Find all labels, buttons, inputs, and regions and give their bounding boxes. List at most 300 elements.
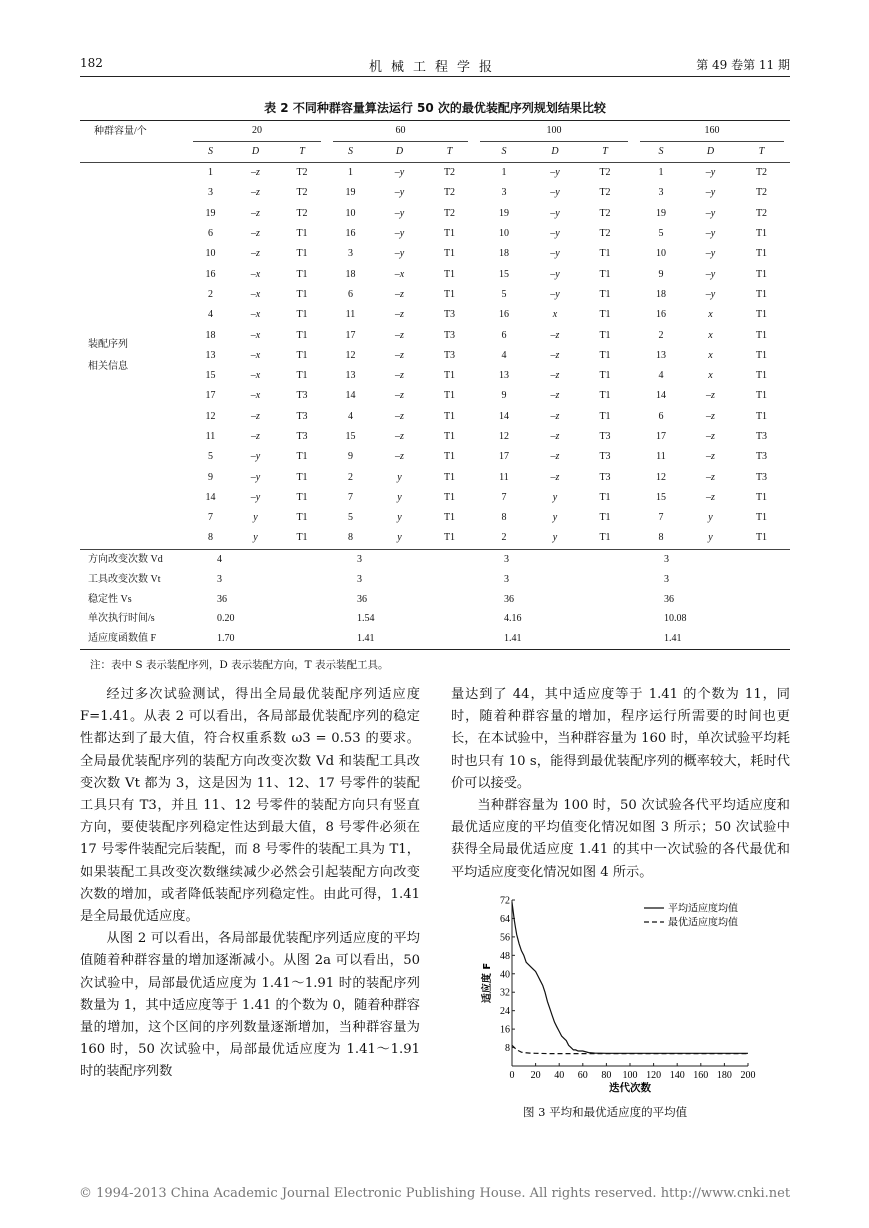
row-group-label xyxy=(80,163,187,550)
table-cell: y xyxy=(708,512,713,524)
legend-label: 最优适应度均值 xyxy=(668,917,738,929)
table-row xyxy=(80,366,790,386)
table-cell: 1 xyxy=(474,163,534,184)
table-cell: –y xyxy=(550,187,560,199)
header-rule xyxy=(80,76,790,77)
page-header xyxy=(80,56,790,74)
table-cell: 12 xyxy=(205,410,216,422)
table-row xyxy=(80,346,790,366)
table-cell: T1 xyxy=(755,309,768,321)
table-cell: T2 xyxy=(425,163,474,184)
x-tick-label: 40 xyxy=(554,1070,565,1081)
table-cell: T1 xyxy=(755,410,768,422)
table-cell: 3 xyxy=(348,248,353,260)
table-cell: 3 xyxy=(501,187,507,199)
table-cell: T3 xyxy=(296,390,308,402)
table-cell: –y xyxy=(550,228,560,240)
table-cell: T1 xyxy=(296,512,308,524)
summary-value: 1.41 xyxy=(634,629,790,649)
table-cell: 19 xyxy=(205,207,216,219)
table-cell: T3 xyxy=(599,451,611,463)
table-cell: –x xyxy=(250,268,261,280)
table-cell: –y xyxy=(705,268,716,280)
left-column xyxy=(80,684,420,1084)
table-cell: T3 xyxy=(599,431,611,442)
table-cell: 7 xyxy=(348,491,353,503)
table-cell: –y xyxy=(250,471,261,483)
journal-name: 机械工程学报 xyxy=(368,60,501,75)
table-cell: y xyxy=(253,532,258,544)
table-cell: T1 xyxy=(296,471,308,483)
table-cell: 6 xyxy=(658,410,664,422)
table-cell: –x xyxy=(250,309,261,321)
table-cell: 11 xyxy=(345,309,356,321)
table-cell: 2 xyxy=(501,532,507,544)
table-cell: T2 xyxy=(755,187,768,199)
table-cell: T1 xyxy=(296,268,308,280)
table-cell: 10 xyxy=(205,248,216,260)
table-cell: T2 xyxy=(576,163,634,184)
paragraph: 当种群容量为 100 时，50 次试验各代平均适应度和最优适应度的平均值变化情况如图 3 所示；50 次试验中获得全局最优适应度 1.41 的其中一次试验的各代最优和平均适应度变化情况如图 4 所示。 xyxy=(451,798,790,880)
table-cell: T1 xyxy=(443,370,456,382)
population-value: 100 xyxy=(474,121,634,143)
table-cell: 5 xyxy=(208,451,213,463)
summary-value: 10.08 xyxy=(664,613,687,625)
summary-label: 适应度函数值 F xyxy=(80,629,187,649)
paragraph: 从图 2 可以看出，各局部最优装配序列适应度的平均值随着种群容量的增加逐渐减小。从图 2a 可以看出，50 次试验中，局部最优适应度为 1.41～1.91 时的装配序列数量为 1，其中适应度等于 1.41 的个数为 0，随着种群容量的增加，这个区间的序列数量逐渐增加，当种群容量为 160 时，50 次试验中，局部最优适应度为 1.41～1.91 时的装配序列数 xyxy=(80,931,420,1080)
table-cell: y xyxy=(552,512,558,524)
table-cell: –y xyxy=(394,228,405,240)
table-cell: 15 xyxy=(205,370,216,382)
table-cell: T1 xyxy=(443,491,456,503)
table-cell: 1 xyxy=(327,163,374,184)
table-cell: 7 xyxy=(501,491,507,503)
table-row xyxy=(80,224,790,244)
table-cell: 3 xyxy=(658,187,664,199)
table-cell: –z xyxy=(395,431,404,442)
table-row xyxy=(80,285,790,305)
table-cell: 18 xyxy=(499,248,509,260)
subheader-cell: S xyxy=(348,146,353,157)
table-cell: –z xyxy=(550,329,560,341)
series-line-2 xyxy=(512,1045,748,1053)
summary-row xyxy=(80,589,790,609)
table-cell: –z xyxy=(706,431,715,442)
table-cell: –y xyxy=(550,288,560,300)
table-cell: T1 xyxy=(443,431,456,442)
table-cell: 3 xyxy=(208,187,213,199)
table-cell: T2 xyxy=(755,207,768,219)
table-cell: –z xyxy=(234,163,277,184)
table-cell: 9 xyxy=(501,390,507,402)
table-cell: T2 xyxy=(443,187,456,199)
table-cell: T1 xyxy=(296,309,308,321)
table-cell: –z xyxy=(251,228,260,240)
table-cell: –y xyxy=(250,451,261,463)
table-cell: 13 xyxy=(345,370,356,382)
table-row xyxy=(80,305,790,325)
summary-value: 3 xyxy=(504,573,509,585)
table-cell: 14 xyxy=(345,390,356,402)
table-cell: T1 xyxy=(755,329,768,341)
table-cell: 2 xyxy=(658,329,664,341)
table-cell: T3 xyxy=(755,471,768,483)
y-axis-label: 适应度 F xyxy=(482,962,493,1004)
table-cell: T1 xyxy=(599,288,611,300)
table-cell: 8 xyxy=(501,512,507,524)
table-row xyxy=(80,407,790,427)
summary-value: 3 xyxy=(327,549,474,569)
table-cell: T1 xyxy=(755,228,768,240)
table-cell: T3 xyxy=(755,451,768,463)
table-cell: T2 xyxy=(599,207,611,219)
table-cell: 4 xyxy=(501,349,507,361)
table-cell: –x xyxy=(250,288,261,300)
x-tick-label: 20 xyxy=(530,1070,541,1081)
table-cell: –x xyxy=(394,268,405,280)
summary-value: 0.20 xyxy=(217,613,235,625)
table-cell: x xyxy=(552,309,558,321)
table-cell: T1 xyxy=(296,248,308,260)
table-cell: 8 xyxy=(208,532,213,544)
summary-row xyxy=(80,629,790,649)
summary-row xyxy=(80,549,790,569)
table-cell: T1 xyxy=(296,532,308,544)
y-tick-label: 24 xyxy=(500,1006,510,1018)
subheader-cell: D xyxy=(251,146,260,157)
table-cell: T2 xyxy=(733,163,790,184)
table-cell: –y xyxy=(705,187,716,199)
table-cell: –z xyxy=(395,370,404,382)
table-cell: T1 xyxy=(443,512,456,524)
table-cell: T1 xyxy=(443,390,456,402)
table-header-row xyxy=(80,121,790,143)
table-cell: 9 xyxy=(348,451,353,463)
table-cell: 19 xyxy=(656,207,666,219)
table-cell: –z xyxy=(395,349,404,361)
summary-row xyxy=(80,609,790,629)
table-cell: T3 xyxy=(296,431,308,442)
table-cell: –z xyxy=(395,288,404,300)
table-row xyxy=(80,508,790,528)
table-cell: T1 xyxy=(599,491,611,503)
table-cell: 5 xyxy=(348,512,353,524)
table-cell: –z xyxy=(550,349,560,361)
table-cell: 17 xyxy=(205,390,216,402)
x-tick-label: 80 xyxy=(601,1070,612,1081)
summary-row xyxy=(80,569,790,589)
page-number: 182 xyxy=(80,56,103,70)
y-tick-label: 72 xyxy=(500,895,510,907)
table-cell: 15 xyxy=(499,268,509,280)
table-cell: 1 xyxy=(634,163,688,184)
table-cell: y xyxy=(552,491,558,503)
table-cell: 1 xyxy=(187,163,234,184)
table-cell: –z xyxy=(251,207,260,219)
table-cell: 6 xyxy=(501,329,507,341)
table-cell: –z xyxy=(395,410,404,422)
table-cell: T1 xyxy=(755,370,768,382)
table-cell: T1 xyxy=(443,451,456,463)
table-cell: T1 xyxy=(296,228,308,240)
summary-value: 36 xyxy=(664,593,674,605)
table-cell: 7 xyxy=(208,512,213,524)
table-cell: T2 xyxy=(277,163,327,184)
summary-value: 36 xyxy=(217,593,227,605)
table-cell: T1 xyxy=(755,491,768,503)
subheader-cell: T xyxy=(446,146,453,157)
population-header: 种群容量/个 xyxy=(80,121,187,163)
table-cell: T1 xyxy=(296,451,308,463)
table-cell: –y xyxy=(705,228,716,240)
y-tick-label: 64 xyxy=(500,913,510,925)
x-tick-label: 160 xyxy=(693,1070,709,1081)
table-cell: –z xyxy=(706,390,715,402)
table-cell: T1 xyxy=(599,532,611,544)
table-cell: –z xyxy=(550,390,560,402)
table-cell: T1 xyxy=(296,491,308,503)
y-tick-label: 48 xyxy=(500,950,510,962)
paragraph: 量达到了 44，其中适应度等于 1.41 的个数为 11，同时，随着种群容量的增加，程序运行所需要的时间也更长，在本试验中，当种群容量为 160 时，单次试验平均耗时也只有 10 s，能得到最优装配序列的概率较大，耗时代价可以接受。 xyxy=(451,687,790,791)
population-value: 60 xyxy=(327,121,474,143)
table-cell: 9 xyxy=(208,471,213,483)
subheader-cell: S xyxy=(208,146,213,157)
table-row xyxy=(80,163,790,184)
table-cell: 18 xyxy=(656,288,666,300)
summary-label: 工具改变次数 Vt xyxy=(88,573,161,585)
table-cell: T2 xyxy=(599,187,611,199)
summary-value: 1.70 xyxy=(187,629,327,649)
summary-label: 方向改变次数 Vd xyxy=(80,549,187,569)
table-cell: –y xyxy=(550,248,560,260)
table-cell: 18 xyxy=(205,329,216,341)
table-cell: 8 xyxy=(658,532,664,544)
table-cell: T1 xyxy=(599,268,611,280)
table-cell: T1 xyxy=(755,288,768,300)
table-cell: 16 xyxy=(499,309,509,321)
table-cell: 12 xyxy=(345,349,356,361)
table-cell: 6 xyxy=(208,228,213,240)
x-tick-label: 140 xyxy=(669,1070,685,1081)
subheader-cell: D xyxy=(706,146,715,157)
table-cell: 2 xyxy=(348,471,353,483)
x-tick-label: 120 xyxy=(646,1070,662,1081)
table-cell: –y xyxy=(705,207,716,219)
table-cell: x xyxy=(708,309,713,321)
table-cell: T1 xyxy=(296,370,308,382)
table-cell: –z xyxy=(706,410,715,422)
table-cell: –y xyxy=(705,288,716,300)
summary-value: 3 xyxy=(217,573,222,585)
table-caption: 表 2 不同种群容量算法运行 50 次的最优装配序列规划结果比较 xyxy=(264,101,606,115)
table-row xyxy=(80,488,790,508)
fitness-chart xyxy=(484,892,764,1100)
table-cell: y xyxy=(397,512,402,524)
subheader-cell: S xyxy=(658,146,664,157)
table-cell: y xyxy=(397,491,402,503)
table-subheader-row xyxy=(80,142,790,163)
summary-value: 3 xyxy=(474,549,634,569)
table-cell: 4 xyxy=(208,309,213,321)
row-group-label-line: 相关信息 xyxy=(88,360,128,372)
table-cell: –y xyxy=(394,187,405,199)
table-cell: T1 xyxy=(443,268,456,280)
summary-label: 稳定性 Vs xyxy=(88,593,132,605)
row-group-label-line: 装配序列 xyxy=(88,338,128,350)
table-cell: 17 xyxy=(499,451,509,463)
table-cell: T1 xyxy=(443,471,456,483)
table-cell: T1 xyxy=(443,228,456,240)
table-cell: T1 xyxy=(599,370,611,382)
table-cell: 11 xyxy=(205,431,216,442)
table-cell: –y xyxy=(394,248,405,260)
table-cell: –x xyxy=(250,390,261,402)
table-cell: T1 xyxy=(443,410,456,422)
table-cell: –z xyxy=(395,451,404,463)
table-cell: –y xyxy=(705,248,716,260)
summary-value: 36 xyxy=(357,593,367,605)
table-cell: T1 xyxy=(755,390,768,402)
table-row xyxy=(80,204,790,224)
table-cell: 16 xyxy=(656,309,666,321)
table-cell: 10 xyxy=(499,228,509,240)
table-cell: T1 xyxy=(599,410,611,422)
table-cell: –z xyxy=(706,451,715,463)
table-cell: 2 xyxy=(208,288,213,300)
table-cell: 13 xyxy=(656,349,666,361)
table-cell: –z xyxy=(251,410,260,422)
table-cell: –y xyxy=(550,268,560,280)
table-cell: T1 xyxy=(599,329,611,341)
table-cell: 19 xyxy=(499,207,509,219)
table-cell: 18 xyxy=(345,268,356,280)
table-cell: 17 xyxy=(345,329,356,341)
subheader-cell: T xyxy=(299,146,305,157)
table-cell: x xyxy=(708,370,713,382)
table-cell: 7 xyxy=(658,512,664,524)
table-row xyxy=(80,386,790,406)
table-cell: 11 xyxy=(499,471,509,483)
table-cell: T1 xyxy=(755,248,768,260)
table-cell: y xyxy=(253,512,258,524)
summary-value: 3 xyxy=(664,573,669,585)
table-cell: –z xyxy=(706,491,715,503)
table-cell: –z xyxy=(395,329,404,341)
table-row xyxy=(80,264,790,284)
summary-value: 1.41 xyxy=(327,629,474,649)
population-value: 160 xyxy=(634,121,790,143)
table-cell: T1 xyxy=(755,532,768,544)
table-cell: T3 xyxy=(755,431,768,442)
subheader-cell: D xyxy=(395,146,404,157)
y-tick-label: 16 xyxy=(500,1024,510,1036)
table-cell: 14 xyxy=(656,390,666,402)
table-cell: 16 xyxy=(205,268,216,280)
table-cell: y xyxy=(397,532,402,544)
table-cell: T1 xyxy=(296,349,308,361)
table-cell: 13 xyxy=(499,370,509,382)
table-row xyxy=(80,528,790,549)
table-cell: T1 xyxy=(296,329,308,341)
table-cell: –y xyxy=(374,163,425,184)
table-row xyxy=(80,447,790,467)
subheader-cell: D xyxy=(551,146,559,157)
table-cell: T2 xyxy=(296,187,308,199)
x-tick-label: 0 xyxy=(509,1070,515,1081)
x-tick-label: 200 xyxy=(740,1070,756,1081)
table-cell: 16 xyxy=(345,228,356,240)
legend-label: 平均适应度均值 xyxy=(668,903,738,915)
summary-value: 1.41 xyxy=(474,629,634,649)
table-cell: T1 xyxy=(443,288,456,300)
table-cell: –z xyxy=(550,410,560,422)
table-cell: –y xyxy=(534,163,576,184)
table-row xyxy=(80,183,790,203)
summary-value: 3 xyxy=(634,549,790,569)
table-cell: T2 xyxy=(443,207,456,219)
y-tick-label: 56 xyxy=(500,932,510,944)
table-cell: T1 xyxy=(599,390,611,402)
table-cell: T3 xyxy=(443,309,456,321)
subheader-cell: S xyxy=(501,146,507,157)
x-tick-label: 60 xyxy=(577,1070,588,1081)
copyright-footer: © 1994-2013 China Academic Journal Electronic Publishing House. All rights reserved. http://www.cnki.net xyxy=(78,1186,791,1201)
table-cell: 19 xyxy=(345,187,356,199)
table-cell: 14 xyxy=(499,410,509,422)
table-cell: –z xyxy=(251,431,260,442)
table-cell: T2 xyxy=(599,228,611,240)
y-tick-label: 32 xyxy=(500,987,510,999)
table-cell: 8 xyxy=(348,532,353,544)
figure-caption: 图 3 平均和最优适应度的平均值 xyxy=(523,1105,688,1119)
table-cell: x xyxy=(708,349,713,361)
table-cell: 17 xyxy=(656,431,666,442)
table-cell: 10 xyxy=(345,207,356,219)
table-cell: –x xyxy=(250,349,261,361)
table-cell: T1 xyxy=(755,349,768,361)
table-cell: –y xyxy=(394,207,405,219)
table-cell: 6 xyxy=(348,288,353,300)
table-cell: –z xyxy=(251,187,260,199)
table-cell: –z xyxy=(251,248,260,260)
table-cell: 4 xyxy=(658,370,664,382)
table-cell: 12 xyxy=(656,471,666,483)
table-cell: T1 xyxy=(599,349,611,361)
table-cell: –z xyxy=(550,370,560,382)
table-cell: T1 xyxy=(296,288,308,300)
table-cell: T1 xyxy=(599,309,611,321)
summary-value: 36 xyxy=(504,593,514,605)
table-cell: y xyxy=(552,532,558,544)
table-cell: 5 xyxy=(501,288,507,300)
summary-value: 4 xyxy=(187,549,327,569)
table-cell: T1 xyxy=(755,512,768,524)
table-cell: x xyxy=(708,329,713,341)
population-value: 20 xyxy=(187,121,327,143)
table-cell: T1 xyxy=(599,248,611,260)
table-cell: –z xyxy=(550,451,560,463)
table-cell: 15 xyxy=(345,431,356,442)
table-note: 注：表中 S 表示装配序列，D 表示装配方向，T 表示装配工具。 xyxy=(90,659,389,671)
summary-value: 1.54 xyxy=(357,613,375,625)
table-cell: y xyxy=(397,471,402,483)
issue-label: 第 49 卷第 11 期 xyxy=(696,58,790,72)
table-cell: T3 xyxy=(599,471,611,483)
summary-value: 3 xyxy=(357,573,362,585)
table-cell: –y xyxy=(688,163,733,184)
subheader-cell: T xyxy=(758,146,765,157)
table-cell: T1 xyxy=(443,532,456,544)
